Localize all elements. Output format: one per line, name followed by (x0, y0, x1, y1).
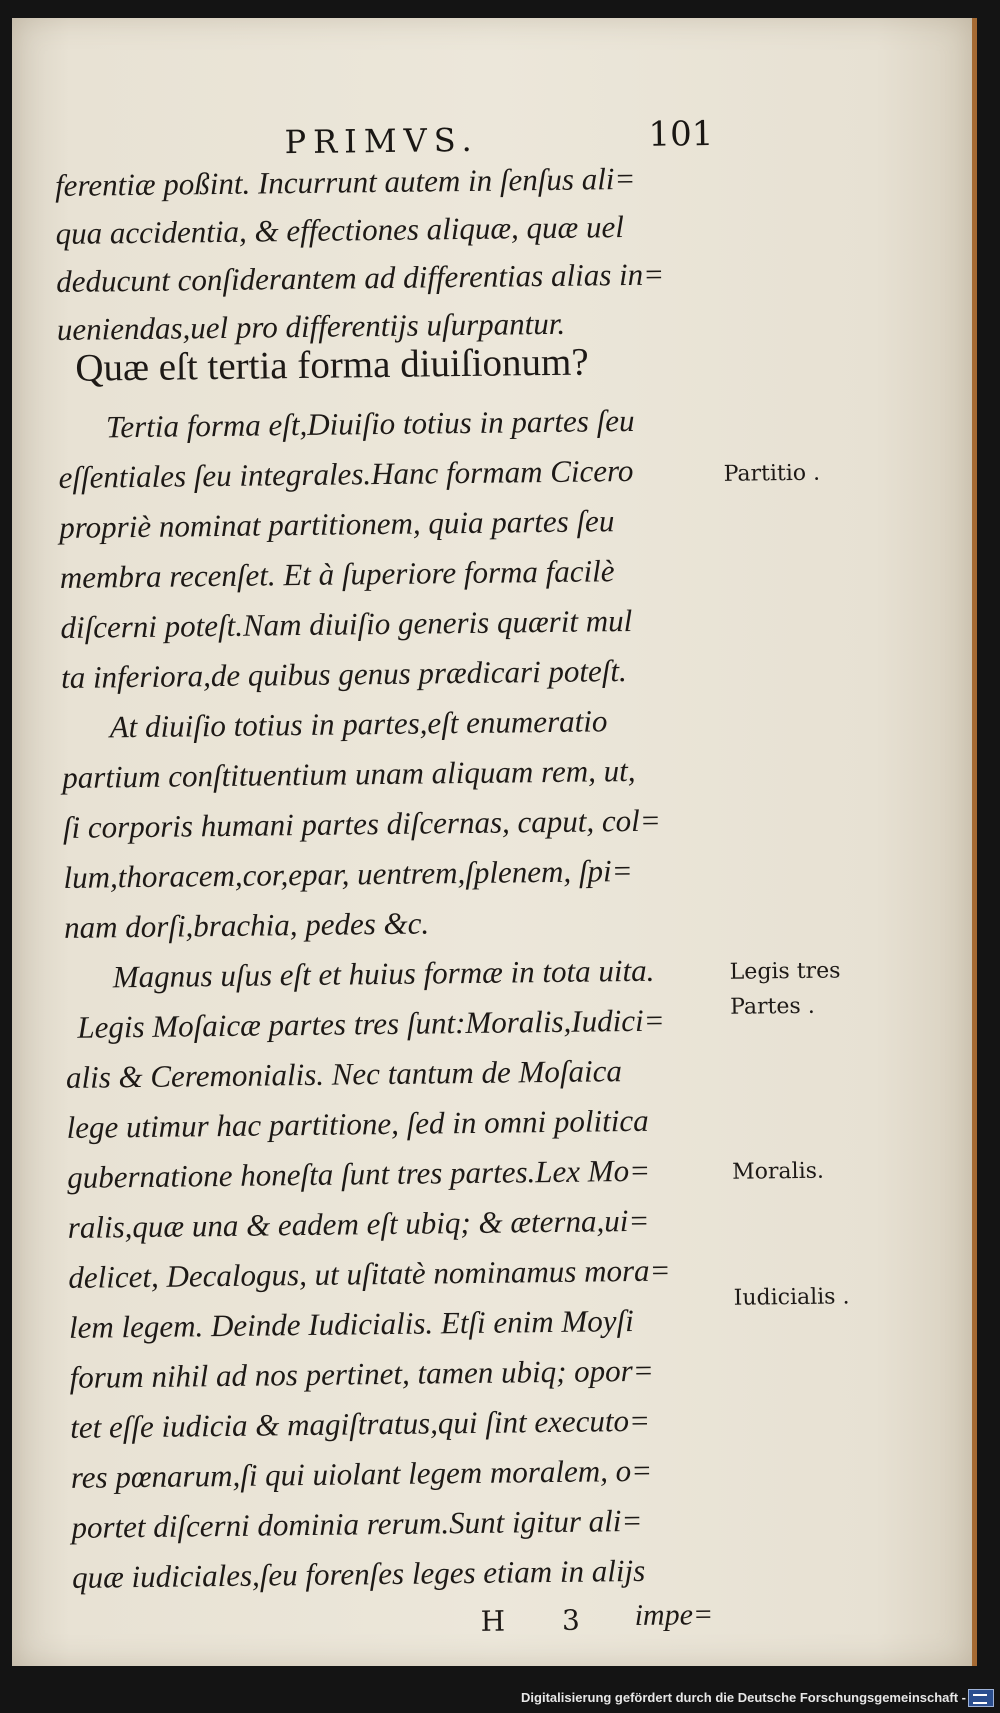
dfg-logo-icon (968, 1689, 994, 1707)
text-line: gubernatione honeſta ſunt tres partes.Lex Mo= (66, 1152, 651, 1195)
text-line: diſcerni poteſt.Nam diuiſio generis quærit mul (60, 602, 633, 645)
text-line: Legis Moſaicæ partes tres ſunt:Moralis,Iudici= (77, 1002, 665, 1045)
text-line: deducunt conſiderantem ad differentias alias in= (56, 256, 665, 299)
text-line: forum nihil ad nos pertinet, tamen ubiq; opor= (69, 1352, 654, 1395)
margin-note-moralis: Moralis. (732, 1158, 825, 1185)
margin-note-partitio: Partitio . (723, 460, 821, 487)
signature-mark: H 3 (480, 1603, 604, 1638)
text-line: propriè nominat partitionem, quia partes ſeu (59, 503, 615, 545)
margin-note-iudicialis: Iudicialis . (733, 1284, 850, 1311)
text-line: quæ iudiciales,ſeu forenſes leges etiam in alijs (71, 1552, 646, 1595)
text-line: portet diſcerni dominia rerum.Sunt igitur ali= (71, 1502, 643, 1545)
text-line: Magnus uſus eſt et huius formæ in tota uita. (112, 952, 655, 995)
text-line: tet eſſe iudicia & magiſtratus,qui ſint executo= (70, 1402, 651, 1445)
text-line: eſſentiales ſeu integrales.Hanc formam Cicero (58, 452, 634, 495)
running-head: PRIMVS. (284, 120, 479, 162)
text-line: ta inferiora,de quibus genus prædicari poteſt. (60, 653, 628, 695)
text-line: ferentiæ poßint. Incurrunt autem in ſenſus ali= (54, 160, 636, 203)
margin-note-legis-tres: Legis tres (729, 958, 841, 985)
page-text-block (54, 87, 973, 1658)
catchword: impe= (634, 1598, 714, 1633)
text-line: partium conſtituentium unam aliquam rem, ut, (62, 752, 636, 795)
margin-note-partes: Partes . (730, 993, 815, 1020)
text-line: lem legem. Deinde Iudicialis. Etſi enim Moyſi (68, 1303, 634, 1345)
digitization-credit: Digitalisierung gefördert durch die Deutsche Forschungsgemeinschaft - (521, 1690, 966, 1705)
text-line: ſi corporis humani partes diſcernas, caput, col= (62, 802, 661, 845)
text-line: ralis,quæ una & eadem eſt ubiq; & æterna,ui= (67, 1202, 650, 1245)
text-line: nam dorſi,brachia, pedes &c. (63, 905, 430, 945)
text-line: At diuiſio totius in partes,eſt enumeratio (109, 703, 608, 745)
text-line: membra recenſet. Et à ſuperiore forma facilè (59, 553, 615, 595)
page-number: 101 (648, 113, 714, 155)
book-page (12, 18, 977, 1666)
text-line: res pœnarum,ſi qui uiolant legem moralem, o= (70, 1452, 653, 1495)
text-line: qua accidentia, & effectiones aliquæ, quæ uel (55, 209, 625, 251)
text-line: lum,thoracem,cor,epar, uentrem,ſplenem, ſpi= (63, 852, 633, 895)
text-line: Tertia forma eſt,Diuiſio totius in partes ſeu (105, 402, 635, 445)
text-line: lege utimur hac partitione, ſed in omni politica (66, 1102, 649, 1145)
text-line: delicet, Decalogus, ut uſitatè nominamus mora= (68, 1252, 671, 1295)
text-line: ueniendas,uel pro differentijs uſurpantur. (56, 305, 566, 347)
section-heading: Quæ eſt tertia forma diuiſionum? (75, 340, 589, 390)
text-line: alis & Ceremonialis. Nec tantum de Moſaica (65, 1053, 623, 1095)
